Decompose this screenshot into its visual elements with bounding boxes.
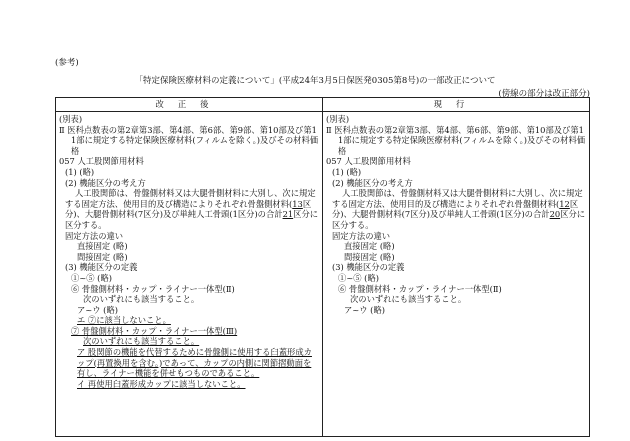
table-line: (別表) (59, 114, 83, 124)
changed-count: 13 (292, 198, 303, 209)
current-column (323, 112, 590, 437)
underlined-text: ア 股関節の機能を代替するために骨盤側に使用する臼蓋形成カップ(再置換用を含む。)であって、カップの内側に関節摺動面を有し、ライナー機能を併せもつものであること。 (77, 347, 312, 379)
table-line (59, 379, 319, 390)
table-line: 人工股関節は、骨盤側材料又は大腿骨側材料に大別し、次に規定する固定方法、使用目的及び構造によりそれぞれ骨盤側材料(13区分)、大腿骨側材料(7区分)及び単純人工骨頭(1区分)の合計21区分に区分する。 (65, 188, 319, 230)
table-line: 人工股関節は、骨盤側材料又は大腿骨側材料に大別し、次に規定する固定方法、使用目的及び構造によりそれぞれ骨盤側材料(12区分)、大腿骨側材料(7区分)及び単純人工骨頭(1区分)の合計20区分に区分する。 (332, 188, 586, 230)
underlined-text: エ ⑦に該当しないこと。 (77, 315, 171, 326)
table-line: (2) 機能区分の考え方 (332, 177, 413, 188)
reference-label: (参考) (55, 58, 79, 68)
table-line: 間接固定 (略) (77, 251, 128, 262)
table-line (59, 326, 319, 337)
table-line: 次のいずれにも該当すること。 (350, 294, 467, 305)
revised-column (56, 112, 323, 437)
comparison-table (55, 97, 590, 437)
table-line (59, 315, 319, 326)
table-body-row (56, 112, 590, 437)
column-header-revised: 改正後 (56, 98, 323, 112)
underlined-text: イ 再使用臼蓋形成カップに該当しないこと。 (77, 378, 246, 389)
table-line: (1) (略) (65, 166, 95, 177)
column-header-current: 現行 (323, 98, 590, 112)
underlined-text: 次のいずれにも該当すること。 (83, 336, 200, 347)
table-header-row (56, 98, 590, 112)
table-line: 直接固定 (略) (77, 241, 128, 252)
table-line: 直接固定 (略) (344, 241, 395, 252)
table-line: ①~⑤ (略) (338, 272, 379, 283)
table-line: 間接固定 (略) (344, 251, 395, 262)
table-line: 固定方法の違い (332, 230, 391, 241)
table-line (59, 336, 319, 347)
table-line: 057 人工股関節用材料 (326, 156, 411, 167)
table-line (59, 347, 319, 379)
table-line: ⑥ 骨盤側材料・カップ・ライナー一体型(Ⅱ) (338, 283, 502, 294)
table-line: Ⅱ 医科点数表の第2章第3部、第4部、第6部、第9部、第10部及び第11部に規定する特定保険医療材料(フィルムを除く。)及びその材料価格 (59, 124, 319, 156)
table-line: (3) 機能区分の定義 (332, 262, 405, 273)
table-line: 固定方法の違い (65, 230, 124, 241)
table-line: Ⅱ 医科点数表の第2章第3部、第4部、第6部、第9部、第10部及び第11部に規定する特定保険医療材料(フィルムを除く。)及びその材料価格 (326, 124, 586, 156)
table-line: (別表) (326, 114, 350, 124)
changed-total: 20 (549, 209, 561, 220)
table-line: 057 人工股関節用材料 (59, 156, 144, 167)
document-title: 「特定保険医療材料の定義について」(平成24年3月5日保医発0305第8号)の一部改正について (134, 76, 496, 86)
table-line: ア~ウ (略) (77, 304, 118, 315)
table-line: (1) (略) (332, 166, 362, 177)
table-line: 次のいずれにも該当すること。 (83, 294, 200, 305)
table-line: ①~⑤ (略) (71, 272, 112, 283)
table-line: ア~ウ (略) (344, 304, 385, 315)
underlined-text: ⑦ 骨盤側材料・カップ・ライナー一体型(Ⅲ) (71, 325, 238, 336)
table-line: ⑥ 骨盤側材料・カップ・ライナー一体型(Ⅱ) (71, 283, 235, 294)
table-line: (3) 機能区分の定義 (65, 262, 138, 273)
changed-count: 12 (559, 198, 570, 209)
table-line: (2) 機能区分の考え方 (65, 177, 146, 188)
underline-note: (傍線の部分は改正部分) (498, 89, 590, 99)
changed-total: 21 (282, 209, 294, 220)
